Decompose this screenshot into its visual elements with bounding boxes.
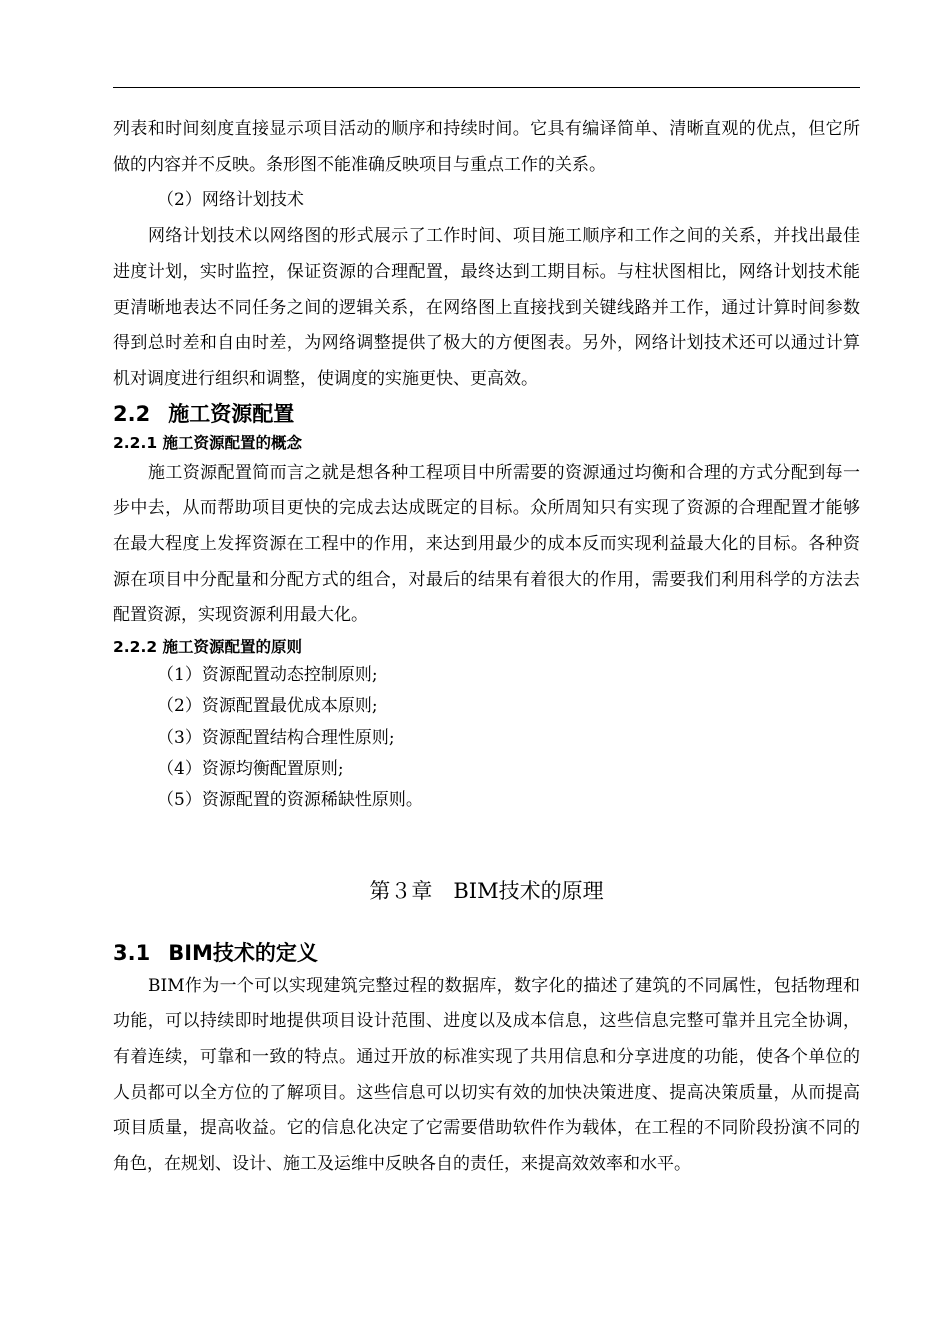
section-number: 3.1 [113, 940, 151, 965]
chapter-gap [113, 907, 860, 937]
page-body [113, 112, 860, 1183]
section-heading-2-2 [113, 398, 860, 430]
section-heading-3-1 [113, 937, 860, 969]
paragraph-resource-concept: 施工资源配置简而言之就是想各种工程项目中所需要的资源通过均衡和合理的方式分配到每一步中去，从而帮助项目更快的完成去达成既定的目标。众所周知只有实现了资源的合理配置才能够在最大程度上发挥资源在工程中的作用，来达到用最少的成本反而实现利益最大化的目标。各种资源在项目中分配量和分配方式的组合，对最后的结果有着很大的作用，需要我们利用科学的方法去配置资源，实现资源利用最大化。 [113, 462, 860, 626]
list-item: （2）资源配置最优成本原则; [157, 696, 378, 717]
section-title: BIM技术的定义 [168, 940, 318, 965]
paragraph-bim-definition: BIM作为一个可以实现建筑完整过程的数据库，数字化的描述了建筑的不同属性，包括物理和功能，可以持续即时地提供项目设计范围、进度以及成本信息，这些信息完整可靠并且完全协调，有着连续，可靠和一致的特点。通过开放的标准实现了共用信息和分享进度的功能，使各个单位的人员都可以全方位的了解项目。这些信息可以切实有效的加快决策进度、提高决策质量，从而提高项目质量，提高收益。它的信息化决定了它需要借助软件作为载体，在工程的不同阶段扮演不同的角色，在规划、设计、施工及运维中反映各自的责任，来提高效效率和水平。 [113, 975, 860, 1175]
chapter-title: 第３章 BIM技术的原理 [369, 878, 604, 903]
section-title: 施工资源配置 [168, 401, 295, 426]
principles-list [113, 660, 860, 816]
list-item: （4）资源均衡配置原则; [157, 759, 344, 780]
subheading-network-plan: （2）网络计划技术 [157, 190, 304, 211]
paragraph-network-plan: 网络计划技术以网络图的形式展示了工作时间、项目施工顺序和工作之间的关系，并找出最佳进度计划，实时监控，保证资源的合理配置，最终达到工期目标。与柱状图相比，网络计划技术能更清晰地表达不同任务之间的逻辑关系，在网络图上直接找到关键线路并工作，通过计算时间参数得到总时差和自由时差，为网络调整提供了极大的方便图表。另外，网络计划技术还可以通过计算机对调度进行组织和调整，使调度的实施更快、更高效。 [113, 226, 860, 389]
section-number: 2.2 [113, 401, 151, 426]
chapter-spacer [113, 817, 860, 875]
section-heading-2-2-1: 2.2.1 施工资源配置的概念 [113, 433, 303, 452]
list-item: （1）资源配置动态控制原则; [157, 665, 378, 686]
paragraph-continued: 列表和时间刻度直接显示项目活动的顺序和持续时间。它具有编译简单、清晰直观的优点，但它所做的内容并不反映。条形图不能准确反映项目与重点工作的关系。 [113, 119, 860, 175]
list-item: （5）资源配置的资源稀缺性原则。 [157, 790, 423, 811]
list-item: （3）资源配置结构合理性原则; [157, 727, 395, 748]
section-heading-2-2-2: 2.2.2 施工资源配置的原则 [113, 638, 303, 657]
header-rule [113, 87, 860, 88]
